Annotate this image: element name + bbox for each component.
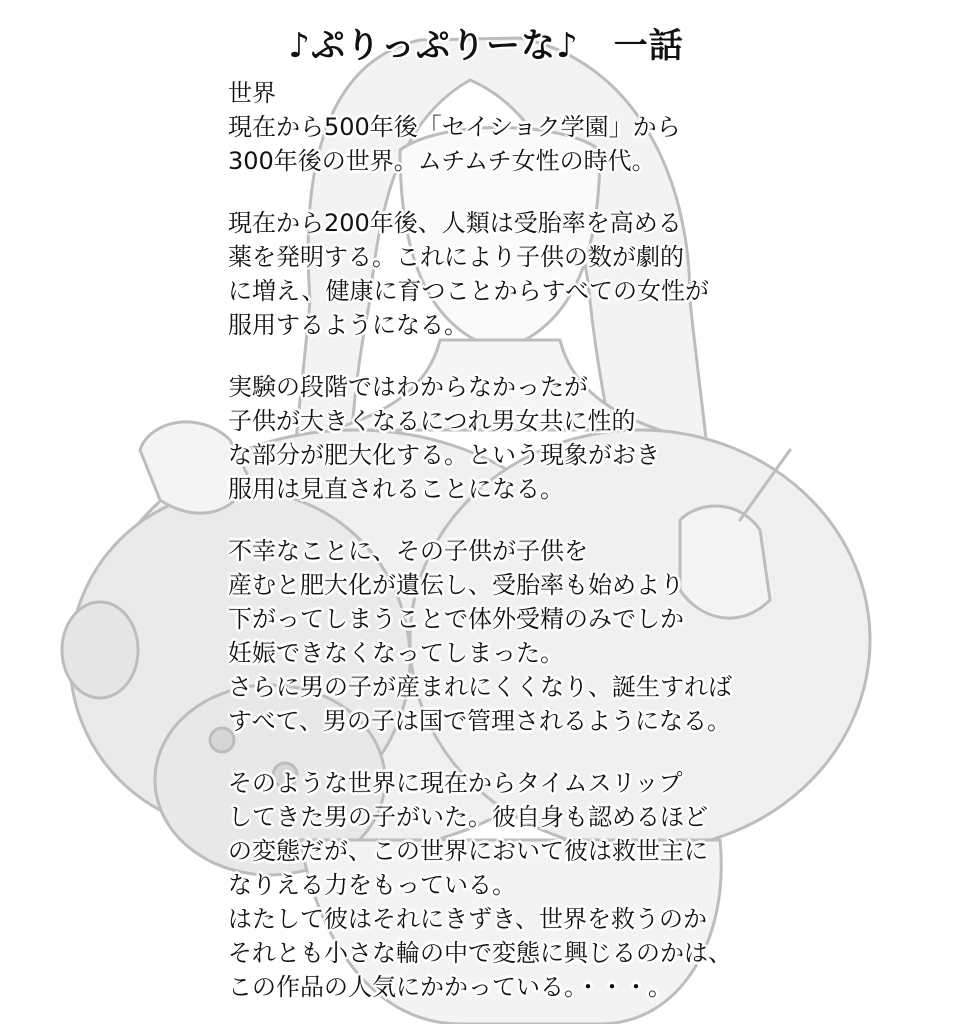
- text-line: さらに男の子が産まれにくくなり、誕生すれば: [228, 673, 732, 701]
- text-line: 不幸なことに、その子供が子供を: [228, 537, 588, 565]
- text-line: 世界: [228, 79, 276, 107]
- paragraph-misfortune: [228, 534, 788, 738]
- text-line: 薬を発明する。これにより子供の数が劇的: [228, 243, 684, 271]
- text-line: の変態だが、この世界において彼は救世主に: [228, 837, 708, 865]
- text-line: 妊娠できなくなってしまった。: [228, 639, 564, 667]
- text-line: な部分が肥大化する。という現象がおき: [228, 441, 660, 469]
- text-line: それとも小さな輪の中で変態に興じるのかは、: [228, 939, 732, 967]
- paragraph-spacer: [228, 342, 788, 370]
- text-line: 下がってしまうことで体外受精のみでしか: [228, 605, 684, 633]
- text-line: 子供が大きくなるにつれ男女共に性的: [228, 407, 636, 435]
- text-line: はたして彼はそれにきずき、世界を救うのか: [228, 905, 708, 933]
- text-line: 産むと肥大化が遺伝し、受胎率も始めより: [228, 571, 684, 599]
- text-line: に増え、健康に育つことからすべての女性が: [228, 277, 709, 305]
- text-line: 実験の段階ではわからなかったが: [228, 373, 588, 401]
- text-line: すべて、男の子は国で管理されるようになる。: [228, 707, 732, 735]
- text-line: この作品の人気にかかっている。・・・。: [228, 973, 672, 1001]
- paragraph-experiment: [228, 370, 788, 506]
- paragraph-spacer: [228, 506, 788, 534]
- text-line: 現在から200年後、人類は受胎率を高める: [228, 209, 682, 237]
- paragraph-world: [228, 76, 788, 178]
- paragraph-medicine: [228, 206, 788, 342]
- text-line: 服用するようになる。: [228, 311, 468, 339]
- paragraph-spacer: [228, 178, 788, 206]
- text-line: 300年後の世界。ムチムチ女性の時代。: [228, 147, 656, 175]
- text-line: なりえる力をもっている。: [228, 871, 516, 899]
- text-line: 服用は見直されることになる。: [228, 475, 564, 503]
- text-line: してきた男の子がいた。彼自身も認めるほど: [228, 803, 708, 831]
- paragraph-time-slip: [228, 766, 788, 1004]
- story-text: [228, 76, 788, 1004]
- text-line: そのような世界に現在からタイムスリップ: [228, 769, 683, 797]
- text-line: 現在から500年後「セイショク学園」から: [228, 113, 681, 141]
- page-title: ♪ぷりっぷりーな♪ 一話: [288, 26, 684, 66]
- paragraph-spacer: [228, 738, 788, 766]
